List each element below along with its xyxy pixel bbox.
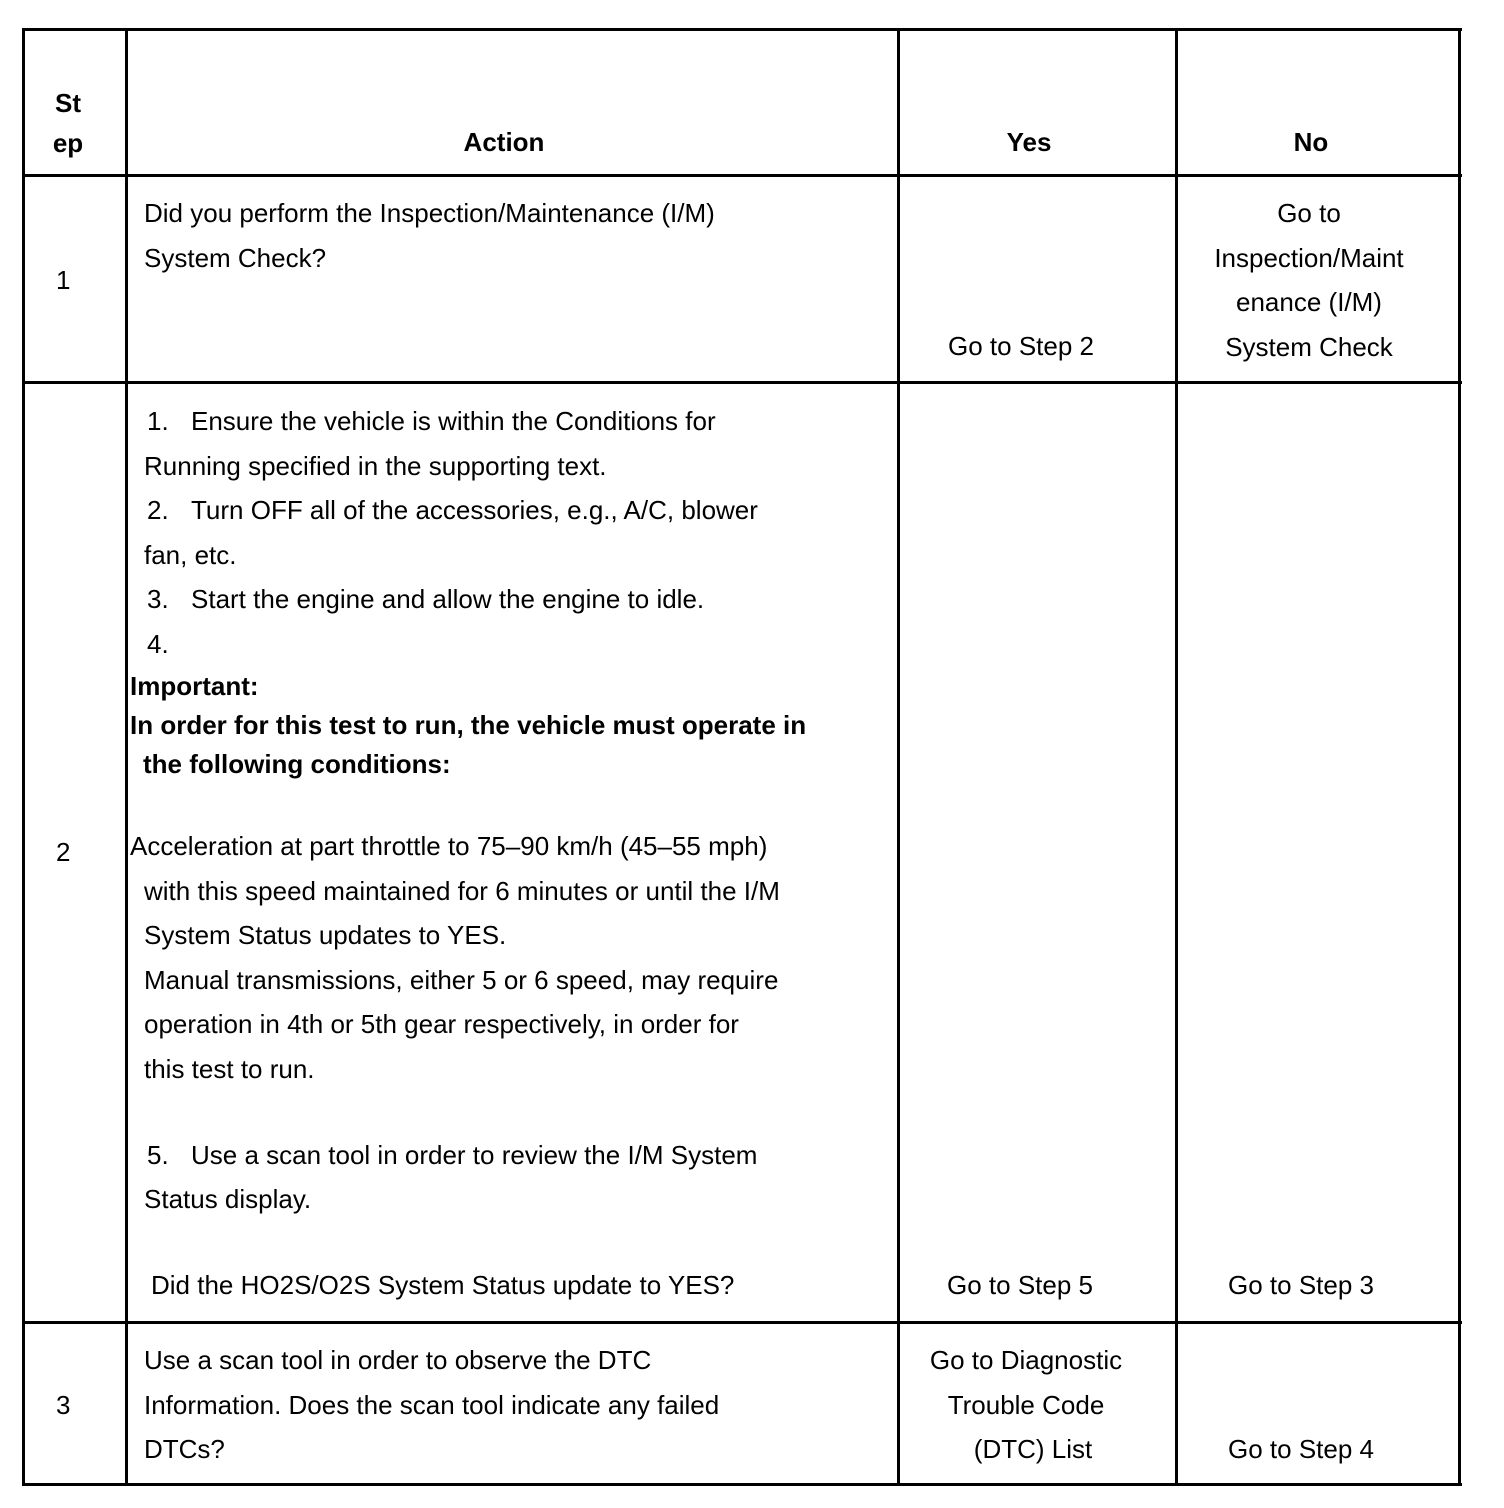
- row2-condition-line3: System Status updates to YES.: [144, 920, 507, 950]
- table-col-divider: [125, 28, 128, 1486]
- row2-question: Did the HO2S/O2S System Status update to YES?: [151, 1270, 735, 1300]
- header-yes: Yes: [1006, 127, 1052, 157]
- row2-item2-line1: Turn OFF all of the accessories, e.g., A/C, blower: [191, 495, 758, 525]
- row1-no: [1178, 191, 1440, 369]
- row2-yes: Go to Step 5: [947, 1270, 1093, 1300]
- table-row-divider: [22, 1321, 1462, 1324]
- row3-action-line: DTCs?: [144, 1434, 225, 1464]
- row1-no-line: System Check: [1225, 331, 1393, 362]
- table-border-right: [1458, 28, 1461, 1486]
- row2-item5-line1: Use a scan tool in order to review the I/M System: [191, 1140, 758, 1170]
- row2-condition-line1: Acceleration at part throttle to 75–90 km/h (45–55 mph): [130, 831, 768, 861]
- row2-manual-line3: this test to run.: [144, 1054, 315, 1084]
- row2-item1-line1: Ensure the vehicle is within the Conditions for: [191, 406, 716, 436]
- row3-action-line: Use a scan tool in order to observe the DTC: [144, 1345, 652, 1375]
- row3-yes-line: Trouble Code: [947, 1389, 1105, 1420]
- row1-action-line: Did you perform the Inspection/Maintenance (I/M): [144, 198, 715, 228]
- row2-item1-num: 1.: [147, 406, 169, 436]
- header-action: Action: [463, 127, 545, 157]
- row2-condition-line2: with this speed maintained for 6 minutes or until the I/M: [144, 876, 780, 906]
- row2-step: 2: [56, 837, 71, 867]
- row3-yes: [900, 1338, 1152, 1472]
- row3-yes-line: (DTC) List: [973, 1434, 1093, 1464]
- row2-item5-line2: Status display.: [144, 1184, 312, 1214]
- header-step-line2: ep: [52, 128, 84, 158]
- row1-no-line: enance (I/M): [1236, 287, 1382, 317]
- row2-no: Go to Step 3: [1228, 1270, 1374, 1300]
- row2-important-line2: the following conditions:: [143, 749, 451, 779]
- row2-manual-line2: operation in 4th or 5th gear respectively, in order for: [144, 1009, 739, 1039]
- table-border-left: [22, 28, 25, 1486]
- row3-action: [144, 1338, 719, 1472]
- row2-item4-num: 4.: [147, 629, 169, 659]
- row1-no-line: Inspection/Maint: [1214, 242, 1404, 273]
- row2-item2-line2: fan, etc.: [144, 540, 237, 570]
- row2-item3-line1: Start the engine and allow the engine to idle.: [191, 584, 705, 614]
- table-row-divider: [22, 381, 1462, 384]
- header-step: [25, 83, 111, 163]
- row2-item2-num: 2.: [147, 495, 169, 525]
- row2-important-line1: In order for this test to run, the vehicle must operate in: [130, 710, 807, 740]
- row1-yes: Go to Step 2: [948, 331, 1094, 361]
- row1-no-line: Go to: [1277, 198, 1341, 228]
- row2-manual-line1: Manual transmissions, either 5 or 6 speed, may require: [144, 965, 779, 995]
- row3-yes-line: Go to Diagnostic: [929, 1345, 1123, 1375]
- row2-item5-num: 5.: [147, 1140, 169, 1170]
- row3-no: Go to Step 4: [1228, 1434, 1374, 1464]
- row3-action-line: Information. Does the scan tool indicate any failed: [144, 1389, 720, 1420]
- row2-item1-line2: Running specified in the supporting text.: [144, 451, 607, 481]
- row2-item3-num: 3.: [147, 584, 169, 614]
- table-row-divider: [22, 174, 1462, 177]
- header-no: No: [1293, 127, 1329, 157]
- row2-important-label: Important:: [130, 671, 259, 701]
- table-border-top: [22, 28, 1462, 31]
- row1-action-line: System Check?: [144, 242, 327, 273]
- header-step-line1: St: [55, 88, 81, 118]
- row1-action: [144, 191, 715, 280]
- table-border-bottom: [22, 1483, 1462, 1486]
- row1-step: 1: [56, 265, 71, 295]
- row3-step: 3: [56, 1390, 71, 1420]
